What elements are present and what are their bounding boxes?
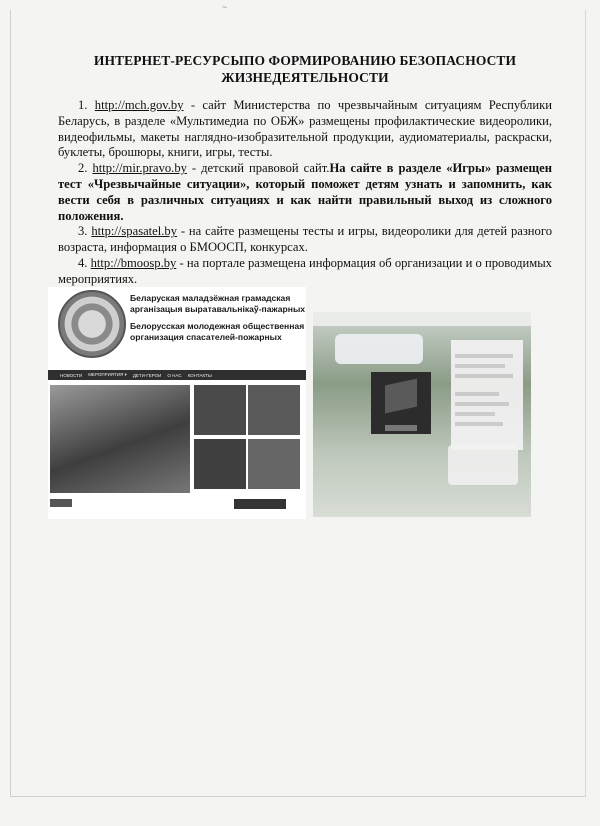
resource-link[interactable]: http://mch.gov.by <box>94 98 184 112</box>
section-strip <box>234 499 286 509</box>
news-tile-photo <box>194 439 246 489</box>
nav-item: ДЕТИ-ГЕРОИ <box>132 372 162 378</box>
org-name-by-1: Беларуская маладзёжная грамадская <box>130 293 291 303</box>
game-cube-card <box>371 372 431 434</box>
item-description: - детский правовой сайт. <box>186 161 330 176</box>
org-name-ru-1: Белорусская молодежная общественная <box>130 321 305 331</box>
resource-list <box>58 98 552 288</box>
panel-row <box>455 422 503 426</box>
resource-link[interactable]: http://mir.pravo.by <box>92 161 187 176</box>
panel-row <box>455 354 513 358</box>
section-strip <box>50 499 72 507</box>
nav-item: НОВОСТИ <box>60 372 83 378</box>
nav-item: МЕРОПРИЯТИЯ ▾ <box>88 372 127 377</box>
cube-button <box>385 425 417 431</box>
nav-item: КОНТАКТЫ <box>187 372 212 378</box>
news-tile-photo <box>194 385 246 435</box>
scan-mark: ~ <box>222 2 228 12</box>
bmoosp-logo <box>58 290 126 358</box>
list-item <box>58 98 552 161</box>
panel-row <box>455 402 509 406</box>
item-number: 4. <box>78 255 88 270</box>
site-topbar <box>313 312 531 326</box>
item-description: - на сайте размещены тесты и игры, видеоролики для детей разного возраста, информация о БМООСП, конкурсах. <box>58 224 552 255</box>
item-number: 3. <box>78 224 88 239</box>
item-number: 1. <box>78 98 88 112</box>
item-number: 2. <box>78 161 88 176</box>
quiz-panel <box>451 340 523 450</box>
item-description: - на портале размещена информация об организации и о проводимых мероприятиях. <box>58 255 552 286</box>
list-item <box>58 256 552 288</box>
news-tile-photo <box>248 439 300 489</box>
org-name-ru-2: организация спасателей-пожарных <box>130 332 282 342</box>
site-navbar <box>48 370 306 380</box>
item-description: - сайт Министерства по чрезвычайным ситуациям Республики Беларусь, в разделе «Мультимедиа по ОБЖ» размещены профилактические видеоролики, видеофильмы, макеты наглядно-изобразительной продукции, аудиоматериалы, раскраски, буклеты, брошюры, книги, игры, тесты. <box>58 98 552 160</box>
resource-link[interactable]: http://spasatel.by <box>91 224 178 239</box>
panel-row <box>455 412 495 416</box>
speech-bubble <box>335 334 423 364</box>
document-title <box>55 52 555 86</box>
news-feature-photo <box>50 385 190 493</box>
panel-row <box>455 374 513 378</box>
bmoosp-screenshot <box>48 287 306 519</box>
title-line-1: ИНТЕРНЕТ-РЕСУРСЫПО ФОРМИРОВАНИЮ БЕЗОПАСНОСТИ <box>93 53 517 68</box>
title-line-2: ЖИЗНЕДЕЯТЕЛЬНОСТИ <box>221 70 389 85</box>
org-name-by-2: арганізацыя выратавальнікаў-пажарных <box>130 304 306 314</box>
list-item <box>58 161 552 224</box>
cube-icon <box>385 379 417 414</box>
spasatel-screenshot <box>313 312 531 517</box>
item-emphasis: На сайте в разделе «Игры» размещен тест «Чрезвычайные ситуации», который поможет детям узнать и запомнить, как вести себя в различных ситуациях и как найти правильный выход из сложного положения. <box>58 161 552 223</box>
list-item <box>58 224 552 256</box>
panel-row <box>455 392 499 396</box>
speech-bubble <box>448 445 518 485</box>
panel-row <box>455 364 505 368</box>
news-tile-photo <box>248 385 300 435</box>
resource-link[interactable]: http://bmoosp.by <box>90 255 177 270</box>
nav-item: О НАС <box>167 372 182 378</box>
